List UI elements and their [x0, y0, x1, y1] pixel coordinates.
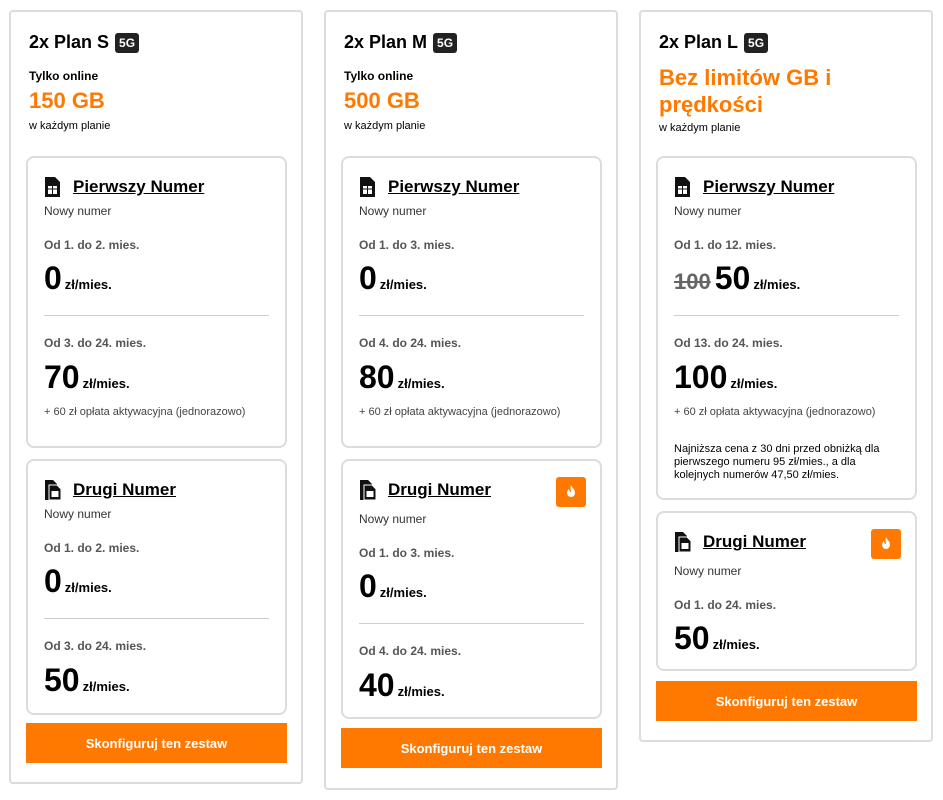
price-unit: zł/mies.	[82, 376, 130, 391]
lowest-price-note: Najniższa cena z 30 dni przed obniżką dla pierwszego numeru 95 zł/mies., a dla kolejnych numerów 47,50 zł/mies.	[674, 443, 880, 481]
second-number-title[interactable]: Drugi Numer	[388, 480, 491, 499]
plan-name: 2x Plan M	[344, 32, 428, 52]
price-unit: zł/mies.	[379, 585, 427, 600]
price	[359, 359, 445, 395]
activation-fee-note: + 60 zł opłata aktywacyjna (jednorazowo)	[674, 406, 876, 418]
plan-card-l	[639, 10, 933, 742]
number-type: Nowy numer	[674, 204, 742, 218]
first-number-title[interactable]: Pierwszy Numer	[703, 177, 835, 196]
price	[674, 260, 800, 296]
first-number-card	[341, 156, 602, 448]
period-label: Od 1. do 12. mies.	[674, 238, 777, 252]
price-amount: 100	[674, 359, 728, 395]
price-amount: 0	[44, 563, 62, 599]
data-amount-line: prędkości	[659, 92, 763, 117]
price-amount: 80	[359, 359, 395, 395]
price-amount: 0	[44, 260, 62, 296]
price	[674, 620, 760, 656]
second-number-title[interactable]: Drugi Numer	[703, 532, 806, 551]
price-unit: zł/mies.	[82, 679, 130, 694]
sim-card-icon	[44, 176, 61, 198]
price-amount: 50	[674, 620, 710, 656]
second-number-card	[341, 459, 602, 719]
number-type: Nowy numer	[674, 564, 742, 578]
price	[359, 568, 427, 604]
old-price: 100	[674, 269, 711, 294]
price-unit: zł/mies.	[379, 277, 427, 292]
dual-sim-icon	[674, 531, 691, 553]
number-type: Nowy numer	[359, 512, 427, 526]
first-number-card	[26, 156, 287, 448]
period-label: Od 4. do 24. mies.	[359, 336, 462, 350]
data-amount-line: Bez limitów GB i	[659, 65, 832, 90]
price	[44, 563, 112, 599]
period-label: Od 3. do 24. mies.	[44, 336, 147, 350]
every-plan-label: w każdym planie	[659, 122, 741, 134]
period-label: Od 1. do 3. mies.	[359, 238, 455, 252]
price	[44, 260, 112, 296]
divider	[674, 315, 899, 316]
price-amount: 0	[359, 260, 377, 296]
period-label: Od 1. do 24. mies.	[674, 598, 777, 612]
price	[359, 667, 445, 703]
period-label: Od 4. do 24. mies.	[359, 644, 462, 658]
data-amount	[659, 64, 831, 118]
every-plan-label: w każdym planie	[344, 120, 426, 132]
number-type: Nowy numer	[44, 507, 112, 521]
price-unit: zł/mies.	[712, 637, 760, 652]
first-number-title[interactable]: Pierwszy Numer	[388, 177, 520, 196]
first-number-title[interactable]: Pierwszy Numer	[73, 177, 205, 196]
plan-card-s	[9, 10, 303, 784]
every-plan-label: w każdym planie	[29, 120, 111, 132]
activation-fee-note: + 60 zł opłata aktywacyjna (jednorazowo)	[359, 406, 561, 418]
divider	[359, 315, 584, 316]
price-unit: zł/mies.	[64, 580, 112, 595]
number-type: Nowy numer	[44, 204, 112, 218]
price-unit: zł/mies.	[397, 684, 445, 699]
price	[359, 260, 427, 296]
plan-title	[659, 32, 768, 53]
price-amount: 70	[44, 359, 80, 395]
sim-card-icon	[674, 176, 691, 198]
plan-title	[344, 32, 457, 53]
promo-badge	[556, 477, 586, 507]
price	[674, 359, 777, 395]
data-amount: 150 GB	[29, 88, 105, 113]
data-amount: 500 GB	[344, 88, 420, 113]
online-only-label: Tylko online	[344, 69, 414, 83]
period-label: Od 3. do 24. mies.	[44, 639, 147, 653]
second-number-card	[26, 459, 287, 715]
second-number-card	[656, 511, 917, 671]
dual-sim-icon	[359, 479, 376, 501]
first-number-card	[656, 156, 917, 500]
price-unit: zł/mies.	[753, 277, 801, 292]
plan-name: 2x Plan S	[29, 32, 110, 52]
promo-badge	[871, 529, 901, 559]
plan-name: 2x Plan L	[659, 32, 739, 52]
price-amount: 50	[714, 260, 751, 296]
dual-sim-icon	[44, 479, 61, 501]
period-label: Od 13. do 24. mies.	[674, 336, 783, 350]
5g-badge: 5G	[433, 33, 457, 53]
second-number-title[interactable]: Drugi Numer	[73, 480, 176, 499]
number-type: Nowy numer	[359, 204, 427, 218]
plan-card-m	[324, 10, 618, 790]
price	[44, 359, 130, 395]
price	[44, 662, 130, 698]
plan-title	[29, 32, 139, 53]
online-only-label: Tylko online	[29, 69, 99, 83]
divider	[44, 618, 269, 619]
configure-set-button[interactable]: Skonfiguruj ten zestaw	[26, 723, 287, 763]
configure-set-button[interactable]: Skonfiguruj ten zestaw	[341, 728, 602, 768]
price-unit: zł/mies.	[730, 376, 778, 391]
price-unit: zł/mies.	[397, 376, 445, 391]
activation-fee-note: + 60 zł opłata aktywacyjna (jednorazowo)	[44, 406, 246, 418]
price-amount: 0	[359, 568, 377, 604]
period-label: Od 1. do 3. mies.	[359, 546, 455, 560]
divider	[44, 315, 269, 316]
flame-icon	[880, 537, 892, 551]
divider	[359, 623, 584, 624]
5g-badge: 5G	[744, 33, 768, 53]
period-label: Od 1. do 2. mies.	[44, 541, 140, 555]
5g-badge: 5G	[115, 33, 139, 53]
price-unit: zł/mies.	[64, 277, 112, 292]
flame-icon	[565, 485, 577, 499]
price-amount: 50	[44, 662, 80, 698]
price-amount: 40	[359, 667, 395, 703]
configure-set-button[interactable]: Skonfiguruj ten zestaw	[656, 681, 917, 721]
sim-card-icon	[359, 176, 376, 198]
period-label: Od 1. do 2. mies.	[44, 238, 140, 252]
